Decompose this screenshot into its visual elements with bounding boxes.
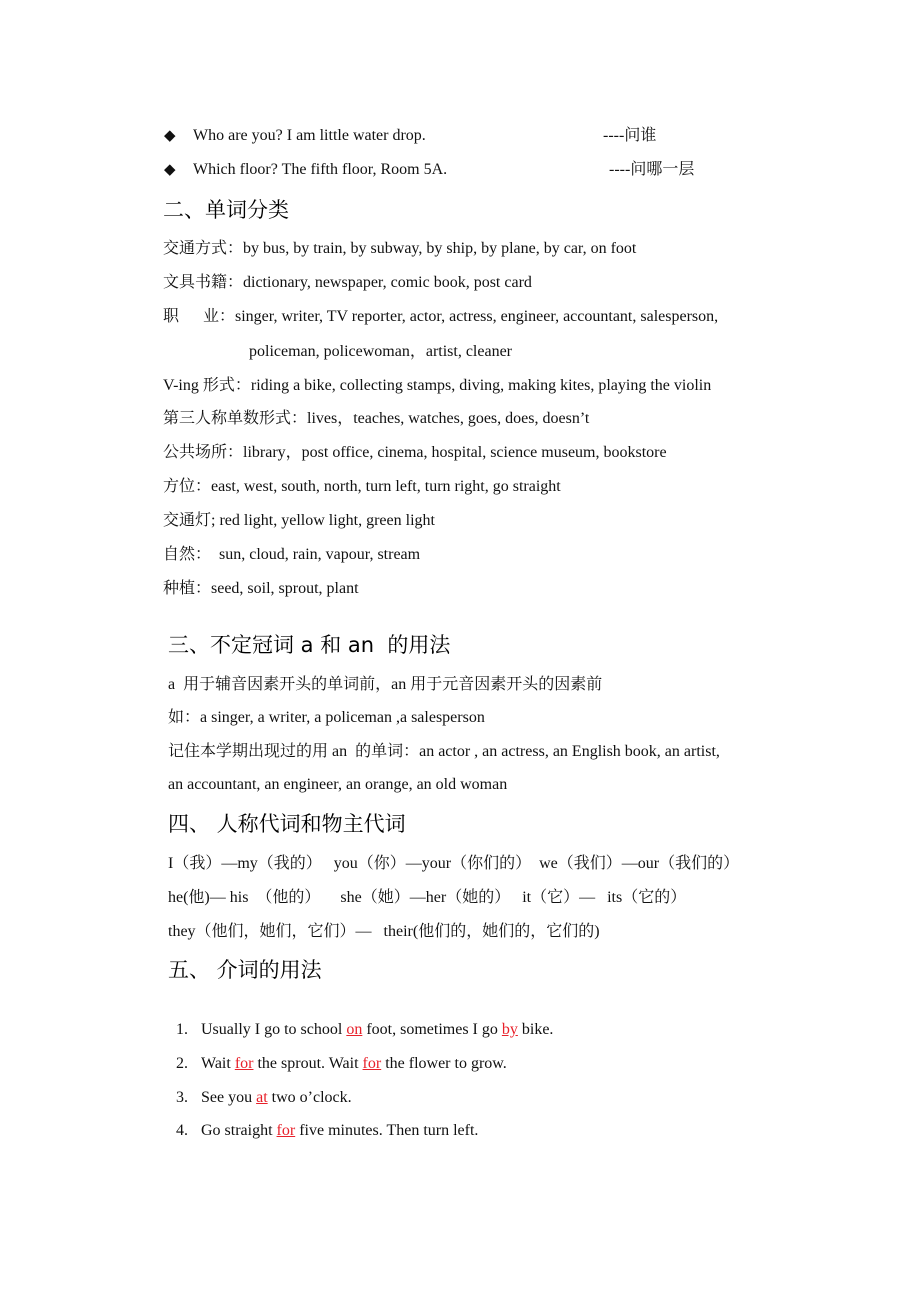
text-line: 种植：seed, soil, sprout, plant xyxy=(163,580,359,597)
text: the flower to grow. xyxy=(381,1055,507,1072)
text: the sprout. Wait xyxy=(253,1055,363,1072)
preposition: for xyxy=(234,1055,254,1072)
text-line: they（他们，她们，它们）— their(他们的，她们的，它们的) xyxy=(168,923,600,940)
text-line: 第三人称单数形式：lives，teaches, watches, goes, does, doesn’t xyxy=(163,410,590,427)
text: Wait xyxy=(201,1055,235,1072)
bullet-tag: ----问哪一层 xyxy=(609,161,695,178)
section-heading: 五、 介词的用法 xyxy=(168,958,322,982)
text: foot, sometimes I go xyxy=(362,1021,502,1038)
list-item xyxy=(168,1101,478,1141)
item-number: 4. xyxy=(176,1122,188,1139)
text-line: I（我）—my（我的） you（你）—your（你们的） we（我们）—our（我们的） xyxy=(168,855,740,872)
bullet-tag: ----问谁 xyxy=(603,127,657,144)
text-line: 职 业：singer, writer, TV reporter, actor, actress, engineer, accountant, salesperson, xyxy=(163,308,719,325)
preposition: at xyxy=(256,1089,268,1106)
item-number: 3. xyxy=(176,1089,188,1106)
text-line: 交通灯; red light, yellow light, green light xyxy=(163,512,435,529)
text-line: he(他)— his （他的） she（她）—her（她的） it（它）— its（它的） xyxy=(168,889,687,906)
text: bike. xyxy=(517,1021,554,1038)
diamond-bullet-icon: ◆ xyxy=(164,128,176,144)
diamond-bullet-icon: ◆ xyxy=(164,162,176,178)
text-line: 记住本学期出现过的用 an 的单词：an actor , an actress, an English book, an artist, xyxy=(168,743,720,760)
text-line: a 用于辅音因素开头的单词前，an 用于元音因素开头的因素前 xyxy=(168,676,603,693)
text: Usually I go to school xyxy=(201,1021,347,1038)
section-heading: 三、不定冠词 a 和 an 的用法 xyxy=(168,633,451,657)
preposition: for xyxy=(362,1055,382,1072)
text: five minutes. Then turn left. xyxy=(295,1122,479,1139)
text: two o’clock. xyxy=(267,1089,352,1106)
bullet-text: Who are you? I am little water drop. xyxy=(193,127,426,144)
text-line: 交通方式：by bus, by train, by subway, by ship, by plane, by car, on foot xyxy=(163,240,637,257)
section-heading: 二、单词分类 xyxy=(163,198,289,222)
text-line: 公共场所：library，post office, cinema, hospital, science museum, bookstore xyxy=(163,444,667,461)
preposition: on xyxy=(346,1021,363,1038)
item-number: 2. xyxy=(176,1055,188,1072)
text-line: 文具书籍：dictionary, newspaper, comic book, post card xyxy=(163,274,532,291)
text-line: 自然： sun, cloud, rain, vapour, stream xyxy=(163,546,421,563)
preposition: for xyxy=(276,1122,296,1139)
section-heading: 四、 人称代词和物主代词 xyxy=(168,812,406,836)
text-line: V-ing 形式：riding a bike, collecting stamps, diving, making kites, playing the violin xyxy=(163,377,712,394)
preposition: by xyxy=(501,1021,518,1038)
text-line: an accountant, an engineer, an orange, an old woman xyxy=(168,776,508,793)
bullet-text: Which floor? The fifth floor, Room 5A. xyxy=(193,161,448,178)
text-line: 方位：east, west, south, north, turn left, turn right, go straight xyxy=(163,478,561,495)
text: See you xyxy=(201,1089,257,1106)
text: Go straight xyxy=(201,1122,277,1139)
text-line: 如：a singer, a writer, a policeman ,a salesperson xyxy=(168,709,485,726)
text-line: policeman, policewoman，artist, cleaner xyxy=(249,343,513,360)
item-number: 1. xyxy=(176,1021,188,1038)
